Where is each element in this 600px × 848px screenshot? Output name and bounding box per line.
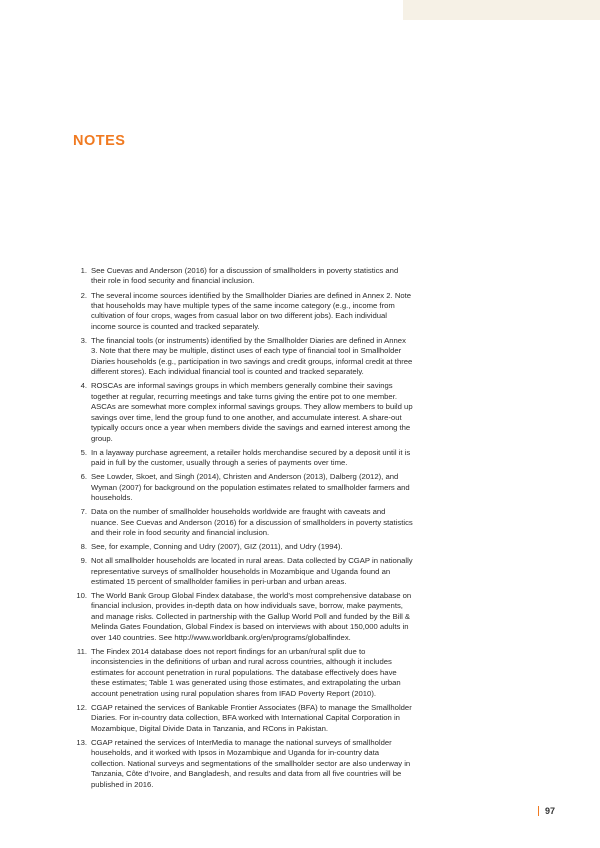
note-text: CGAP retained the services of Bankable Frontier Associates (BFA) to manage the Smallholder Diaries. For in-country data collection, BFA worked with International Capital Corporation in Mozambique, Digital Divide Data in Tanzania, and RCons in Pakistan. xyxy=(91,702,412,733)
note-number: 6. xyxy=(80,472,87,482)
note-text: The several income sources identified by the Smallholder Diaries are defined in Annex 2. Note that households may have multiple types of the same income category (e.g., income from cultivation of four crops, wages from casual labor on two different jobs). Each individual income source is counted and tracked separately. xyxy=(91,290,412,331)
note-text: See, for example, Conning and Udry (2007), GIZ (2011), and Udry (1994). xyxy=(91,542,343,552)
note-item xyxy=(63,738,413,790)
note-text: See Cuevas and Anderson (2016) for a discussion of smallholders in poverty statistics and their role in food security and financial inclusion. xyxy=(91,266,399,286)
note-text: See Lowder, Skoet, and Singh (2014), Christen and Anderson (2013), Dalberg (2012), and Wyman (2007) for background on the population estimates related to smallholder farmers and households. xyxy=(91,472,410,503)
note-text: CGAP retained the services of InterMedia to manage the national surveys of smallholder households, and it worked with Ipsos in Mozambique and Uganda for in-country data collection. National surveys and segmentations of the smallholder sector are also underway in Tanzania, Côte d’Ivoire, and Bangladesh, and results and data from all five countries will be published in 2016. xyxy=(91,737,411,789)
note-item xyxy=(63,336,413,378)
page-divider xyxy=(538,806,539,816)
note-item xyxy=(63,291,413,333)
note-item xyxy=(63,703,413,734)
note-number: 3. xyxy=(80,335,87,345)
page-number: 97 xyxy=(545,806,556,816)
note-number: 4. xyxy=(80,381,87,391)
note-text: Data on the number of smallholder households worldwide are fraught with caveats and nuance. See Cuevas and Anderson (2016) for a discussion of smallholders in poverty statistics and their role in food security and financial inclusion. xyxy=(91,507,413,537)
note-item xyxy=(63,647,413,699)
note-item xyxy=(63,266,413,287)
note-item xyxy=(63,507,413,538)
note-text: In a layaway purchase agreement, a retailer holds merchandise secured by a deposit until it is paid in full by the customer, usually through a series of payments over time. xyxy=(91,447,411,468)
note-number: 2. xyxy=(80,290,87,300)
note-number: 8. xyxy=(80,542,87,552)
note-text: The Findex 2014 database does not report findings for an urban/rural split due to inconsistencies in the definitions of urban and rural across countries, although it includes estimates for account penetration in rural populations. The database effectively does have these estimates; Table 1 was generated using those estimates, and extrapolating the urban account penetration using rural population shares from IFAD Poverty Report (2010). xyxy=(91,646,401,698)
note-number: 12. xyxy=(76,702,87,712)
note-text: Not all smallholder households are located in rural areas. Data collected by CGAP in nationally representative surveys of smallholder households in Mozambique and Uganda found an estimated 15 percent of smallholder families in peri-urban and urban areas. xyxy=(91,556,413,586)
note-item xyxy=(63,448,413,469)
note-number: 10. xyxy=(76,591,87,601)
note-item xyxy=(63,556,413,587)
page-footer xyxy=(538,806,555,816)
note-text: The World Bank Group Global Findex database, the world’s most comprehensive database on financial inclusion, provides in-depth data on how individuals save, borrow, make payments, and manage risks. Collected in partnership with the Gallup World Poll and funded by the Bill & Melinda Gates Foundation, Global Findex is based on interviews with about 150,000 adults in over 140 countries. See http://www.worldbank.org/en/programs/globalfindex. xyxy=(91,591,412,642)
notes-list xyxy=(63,266,413,794)
note-item xyxy=(63,591,413,643)
note-number: 1. xyxy=(80,266,87,275)
corner-tab xyxy=(403,0,600,20)
note-number: 7. xyxy=(80,507,87,517)
note-item xyxy=(63,381,413,444)
note-item xyxy=(63,472,413,503)
note-text: ROSCAs are informal savings groups in which members generally combine their savings together at regular, recurring meetings and take turns giving the entire pot to one member. ASCAs are somewhat more complex informal savings groups. They allow members to build up savings over time, lend the group fund to one another, and accumulate interest. A share-out typically occurs once a year when members divide the savings and earned interest among the group. xyxy=(91,381,413,443)
page-title: NOTES xyxy=(73,133,126,149)
note-number: 11. xyxy=(76,646,87,656)
note-number: 5. xyxy=(80,447,87,457)
note-item xyxy=(63,542,413,552)
note-text: The financial tools (or instruments) identified by the Smallholder Diaries are defined in Annex 3. Note that there may be multiple, distinct uses of each type of financial tool in Smallholder Diaries households (e.g., participation in two savings and credit groups, informal credit at three different stores). Each individual financial tool is counted and tracked separately. xyxy=(91,335,413,377)
note-number: 9. xyxy=(80,556,87,566)
note-number: 13. xyxy=(76,737,87,747)
